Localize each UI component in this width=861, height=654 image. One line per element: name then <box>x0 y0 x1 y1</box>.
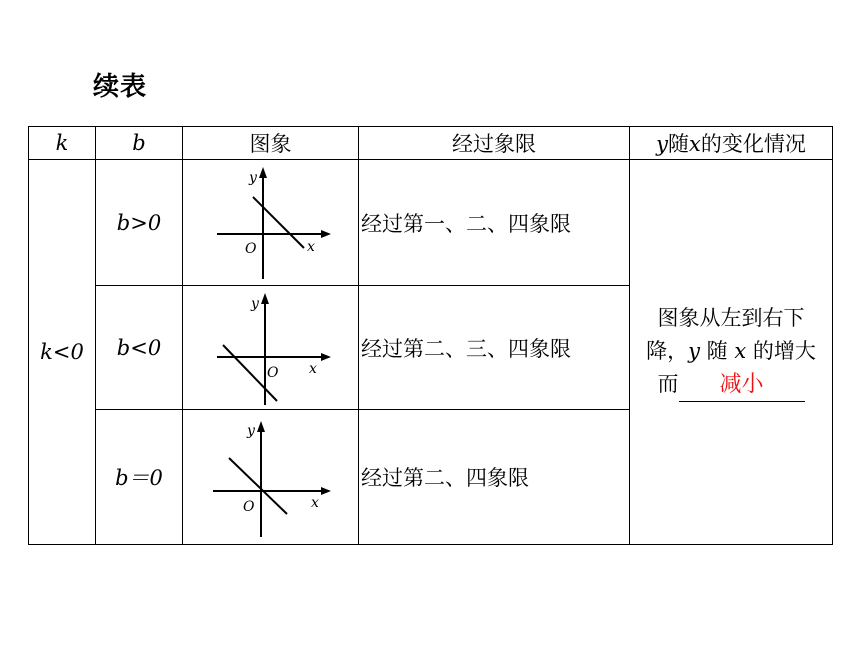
origin-label: O <box>267 364 279 381</box>
header-quadrants: 经过象限 <box>359 127 630 160</box>
function-line <box>253 197 304 248</box>
trend-line-2 <box>630 335 832 368</box>
header-trend-x: x <box>689 132 701 156</box>
linear-function-table <box>28 126 833 545</box>
y-axis-arrow <box>259 167 267 178</box>
x-axis-label: x <box>309 360 317 377</box>
header-trend-mid: 随 <box>668 132 690 156</box>
x-axis-label: x <box>311 495 319 511</box>
graph-cell <box>183 286 359 410</box>
b-value-cell: b>0 <box>96 160 183 286</box>
header-trend <box>630 127 833 160</box>
graph-cell <box>183 410 359 545</box>
x-axis-arrow <box>321 353 331 361</box>
graph-b-zero <box>183 411 359 543</box>
origin-label: O <box>245 240 257 257</box>
quadrant-cell: 经过第二、三、四象限 <box>359 286 630 410</box>
trend-description <box>630 302 832 402</box>
trend-var-x: x <box>734 339 747 363</box>
y-axis-arrow <box>257 421 265 432</box>
function-line <box>229 458 287 514</box>
page-heading: 续表 <box>93 72 148 102</box>
b-value-cell: b＝0 <box>96 410 183 545</box>
trend-cell <box>630 160 833 545</box>
header-trend-y: y <box>656 132 669 156</box>
y-axis-label: y <box>247 423 255 439</box>
header-row <box>29 127 833 160</box>
y-axis-label: y <box>249 169 257 186</box>
trend-text: 的增大 <box>746 339 816 363</box>
header-b: b <box>96 127 183 160</box>
origin-label: O <box>243 499 255 515</box>
trend-text: 随 <box>699 339 735 363</box>
answer-blank <box>679 368 805 402</box>
graph-cell <box>183 160 359 286</box>
quadrant-cell: 经过第一、二、四象限 <box>359 160 630 286</box>
trend-text: 降， <box>646 339 689 363</box>
y-axis-label: y <box>251 295 259 312</box>
header-image: 图象 <box>183 127 359 160</box>
trend-var-y: y <box>688 339 700 363</box>
trend-line-3 <box>630 368 832 402</box>
trend-text: 而 <box>657 372 679 396</box>
answer-text: 减小 <box>719 372 764 397</box>
graph-b-positive <box>183 161 359 285</box>
y-axis-arrow <box>261 293 269 304</box>
graph-b-negative <box>183 287 359 409</box>
header-trend-rest: 的变化情况 <box>700 132 806 156</box>
b-value-cell: b<0 <box>96 286 183 410</box>
x-axis-arrow <box>321 487 331 495</box>
trend-line-1: 图象从左到右下 <box>657 306 805 330</box>
quadrant-cell: 经过第二、四象限 <box>359 410 630 545</box>
k-value-cell: k<0 <box>29 160 96 545</box>
table-row <box>29 160 833 286</box>
header-k: k <box>29 127 96 160</box>
x-axis-label: x <box>307 238 315 255</box>
x-axis-arrow <box>321 230 331 238</box>
